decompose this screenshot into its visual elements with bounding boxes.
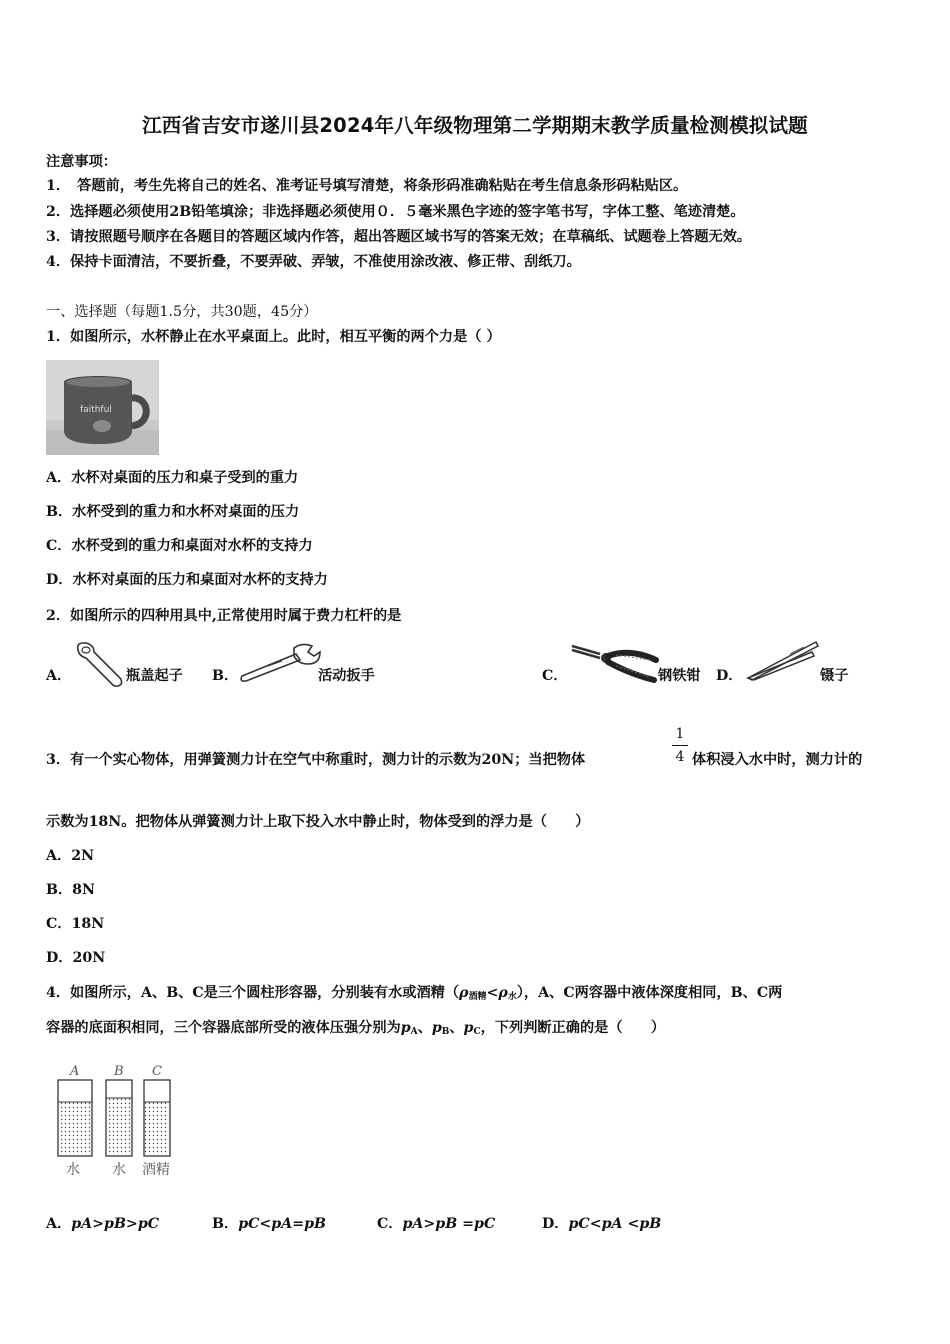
q4-line2-b: ，下列判断正确的是（ ） [480, 1020, 666, 1036]
notice-item-1: 1． 答题前，考生先将自己的姓名、准考证号填写清楚，将条形码准确粘贴在考生信息条形码粘贴区。 [46, 178, 688, 194]
q4-option-c-text: pA>pB =pC [402, 1216, 496, 1232]
q4-option-b-text: pC<pA=pB [238, 1216, 327, 1232]
less-than: < [486, 985, 499, 1001]
rho-symbol-2: ρ [498, 985, 508, 1001]
q3-stem-line2: 示数为18N。把物体从弹簧测力计上取下投入水中静止时，物体受到的浮力是（ ） [46, 814, 590, 830]
notice-heading: 注意事项： [46, 154, 117, 170]
q4-option-d-letter: D． [542, 1216, 569, 1232]
container-a-label: A [70, 1064, 80, 1079]
q2-option-d-letter: D． [716, 668, 743, 684]
q3-fraction-denominator: 4 [675, 749, 685, 765]
subscript-c: C [473, 1027, 481, 1037]
subscript-b: B [441, 1027, 450, 1037]
q1-stem: 1．如图所示，水杯静止在水平桌面上。此时，相互平衡的两个力是（ ） [46, 329, 501, 345]
separator: 、 [449, 1020, 464, 1036]
q4-option-b-letter: B． [212, 1216, 239, 1232]
q2-stem: 2．如图所示的四种用具中,正常使用时属于费力杠杆的是 [46, 608, 402, 624]
adjustable-wrench-image [238, 640, 322, 682]
q2-option-d-label: 镊子 [820, 668, 849, 684]
q4-line1-a: 4．如图所示，A、B、C是三个圆柱形容器，分别装有水或酒精（ [46, 985, 460, 1001]
bottle-opener-image [74, 640, 126, 688]
section-heading: 一、选择题（每题1.5分，共30题，45分） [46, 304, 318, 320]
cup-text: faithful [80, 405, 112, 415]
p-symbol: p [400, 1020, 411, 1036]
container-b-label: B [114, 1064, 124, 1079]
q4-option-d-text: pC<pA <pB [568, 1216, 662, 1232]
containers-diagram [44, 1062, 194, 1180]
q3-option-a: A．2N [46, 848, 95, 864]
q3-option-b: B．8N [46, 882, 96, 898]
alcohol-subscript: 酒精 [468, 992, 487, 1002]
q4-option-c [377, 1213, 495, 1233]
notice-item-4: 4．保持卡面清洁，不要折叠，不要弄破、弄皱，不准使用涂改液、修正带、刮纸刀。 [46, 254, 581, 270]
q2-option-a-letter: A． [46, 668, 72, 684]
q2-option-b-label: 活动扳手 [318, 668, 375, 684]
q3-fraction [672, 725, 688, 766]
q3-option-c: C．18N [46, 916, 105, 932]
q3-option-d: D．20N [46, 950, 106, 966]
q3-fraction-numerator: 1 [675, 726, 685, 742]
q2-option-c-label: 钢铁钳 [658, 668, 701, 684]
exam-title: 江西省吉安市遂川县2024年八年级物理第二学期期末教学质量检测模拟试题 [142, 114, 808, 137]
notice-item-3: 3．请按照题号顺序在各题目的答题区域内作答，超出答题区域书写的答案无效；在草稿纸、试题卷上答题无效。 [46, 229, 752, 245]
q4-option-a-letter: A． [46, 1216, 72, 1232]
pliers-image [570, 640, 660, 688]
container-c-label: C [152, 1064, 162, 1079]
q4-option-a [46, 1213, 159, 1233]
q4-option-b [212, 1213, 326, 1233]
q4-stem-line1 [46, 983, 782, 1007]
q4-option-d [542, 1213, 661, 1233]
separator: 、 [417, 1020, 432, 1036]
q1-option-a: A．水杯对桌面的压力和桌子受到的重力 [46, 470, 299, 486]
container-b-liquid: 水 [112, 1162, 126, 1178]
q2-option-b-letter: B． [212, 668, 239, 684]
water-subscript: 水 [507, 992, 517, 1002]
q4-stem-line2 [46, 1018, 665, 1042]
container-a-liquid: 水 [66, 1162, 80, 1178]
q1-option-b: B．水杯受到的重力和水杯对桌面的压力 [46, 504, 300, 520]
rho-symbol: ρ [459, 985, 469, 1001]
notice-item-2: 2．选择题必须使用2B铅笔填涂；非选择题必须使用０．５毫米黑色字迹的签字笔书写，字体工整、笔迹清楚。 [46, 204, 745, 220]
cup-photo [46, 360, 159, 455]
q2-option-c-letter: C． [542, 668, 568, 684]
q1-option-c: C．水杯受到的重力和桌面对水杯的支持力 [46, 538, 313, 554]
q3-stem-part2: 体积浸入水中时，测力计的 [692, 752, 863, 768]
q4-line2-a: 容器的底面积相同，三个容器底部所受的液体压强分别为 [46, 1020, 401, 1036]
p-symbol: p [431, 1020, 442, 1036]
subscript-a: A [410, 1027, 418, 1037]
tweezers-image [742, 636, 822, 684]
q3-stem-part1: 3．有一个实心物体，用弹簧测力计在空气中称重时，测力计的示数为20N；当把物体 [46, 752, 586, 768]
q4-option-c-letter: C． [377, 1216, 403, 1232]
q2-option-a-label: 瓶盖起子 [126, 668, 183, 684]
q4-option-a-text: pA>pB>pC [71, 1216, 160, 1232]
q1-option-d: D．水杯对桌面的压力和桌面对水杯的支持力 [46, 572, 328, 588]
container-c-liquid: 酒精 [142, 1162, 170, 1178]
q4-line1-b: ），A、C两容器中液体深度相同，B、C两 [516, 985, 783, 1001]
p-symbol: p [463, 1020, 474, 1036]
